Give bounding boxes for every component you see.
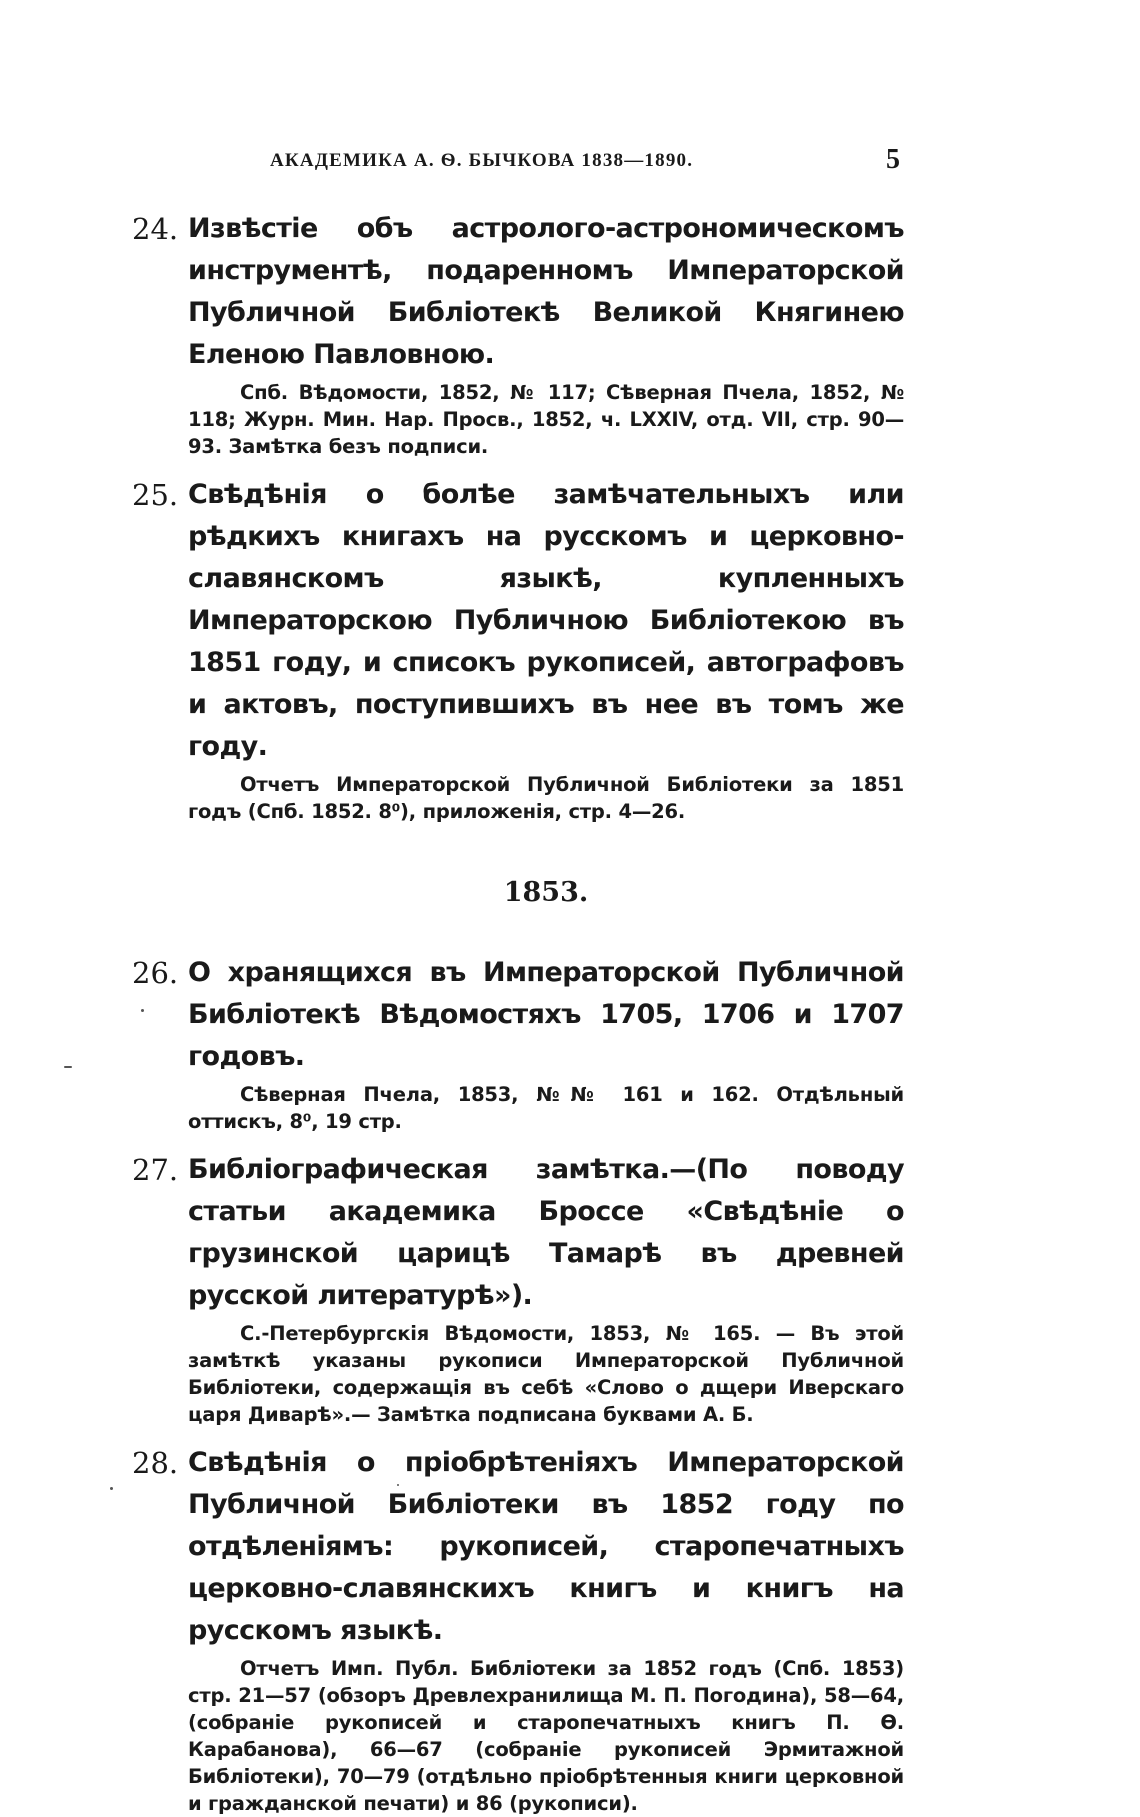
entry-note: С.-Петербургскія Вѣдомости, 1853, № 165. — Въ этой замѣткѣ указаны рукописи Императорской Публичной Библіотеки, содержащія въ себѣ «Слово о дщери Иверскаго царя Диварѣ».— Замѣтка подписана буквами А. Б.	[188, 1322, 904, 1426]
entry-title: Извѣстіе объ астролого-астрономическомъ инструментѣ, подаренномъ Императорской Публичной Библіотекѣ Великой Княгинею Еленою Павловною.	[188, 213, 904, 370]
entry-note: Сѣверная Пчела, 1853, №№ 161 и 162. Отдѣльный оттискъ, 8⁰, 19 стр.	[188, 1083, 904, 1133]
print-speck	[397, 1484, 399, 1486]
entry-number: 27.	[132, 1153, 179, 1187]
page-header	[186, 144, 900, 186]
bibliography-entry	[132, 952, 904, 1135]
running-head: АКАДЕМИКА А. Ѳ. БЫЧКОВА 1838—1890.	[270, 150, 694, 171]
page-content	[132, 208, 904, 1817]
bibliography-entry	[132, 1442, 904, 1817]
entry-note: Отчетъ Императорской Публичной Библіотеки за 1851 годъ (Спб. 1852. 8⁰), приложенія, стр. 4—26.	[188, 773, 904, 823]
entry-note: Отчетъ Имп. Публ. Библіотеки за 1852 годъ (Спб. 1853) стр. 21—57 (обзоръ Древлехранилища М. П. Погодина), 58—64, (собраніе рукописей и старопечатныхъ книгъ П. Ѳ. Карабанова), 66—67 (собраніе рукописей Эрмитажной Библіотеки), 70—79 (отдѣльно пріобрѣтенныя книги церковной и гражданской печати) и 86 (рукописи).	[188, 1657, 904, 1815]
print-speck	[64, 1066, 72, 1068]
entry-title: Свѣдѣнія о пріобрѣтеніяхъ Императорской Публичной Библіотеки въ 1852 году по отдѣленіямъ: рукописей, старопечатныхъ церковно-славянскихъ книгъ и книгъ на русскомъ языкѣ.	[188, 1447, 904, 1646]
entry-number: 28.	[132, 1446, 179, 1480]
print-speck	[141, 1009, 144, 1012]
bibliography-entry	[132, 1149, 904, 1428]
bibliography-entry	[132, 474, 904, 825]
entry-title: О хранящихся въ Императорской Публичной Библіотекѣ Вѣдомостяхъ 1705, 1706 и 1707 годовъ.	[188, 957, 904, 1072]
entry-note: Спб. Вѣдомости, 1852, № 117; Сѣверная Пчела, 1852, № 118; Журн. Мин. Нар. Просв., 1852, ч. LXXIV, отд. VII, стр. 90—93. Замѣтка безъ подписи.	[188, 381, 904, 458]
year-heading: 1853.	[503, 877, 589, 908]
entry-number: 25.	[132, 478, 179, 512]
entry-title: Библіографическая замѣтка.—(По поводу статьи академика Броссе «Свѣдѣніе о грузинской царицѣ Тамарѣ въ древней русской литературѣ»).	[188, 1154, 904, 1311]
print-speck	[110, 1487, 113, 1490]
entry-title: Свѣдѣнія о болѣе замѣчательныхъ или рѣдкихъ книгахъ на русскомъ и церковно-славянскомъ языкѣ, купленныхъ Императорскою Публичною Библіотекою въ 1851 году, и списокъ рукописей, автографовъ и актовъ, поступившихъ въ нее въ томъ же году.	[188, 479, 904, 762]
entry-number: 26.	[132, 956, 179, 990]
entry-number: 24.	[132, 212, 179, 246]
page-number: 5	[886, 144, 900, 175]
bibliography-entry	[132, 208, 904, 460]
